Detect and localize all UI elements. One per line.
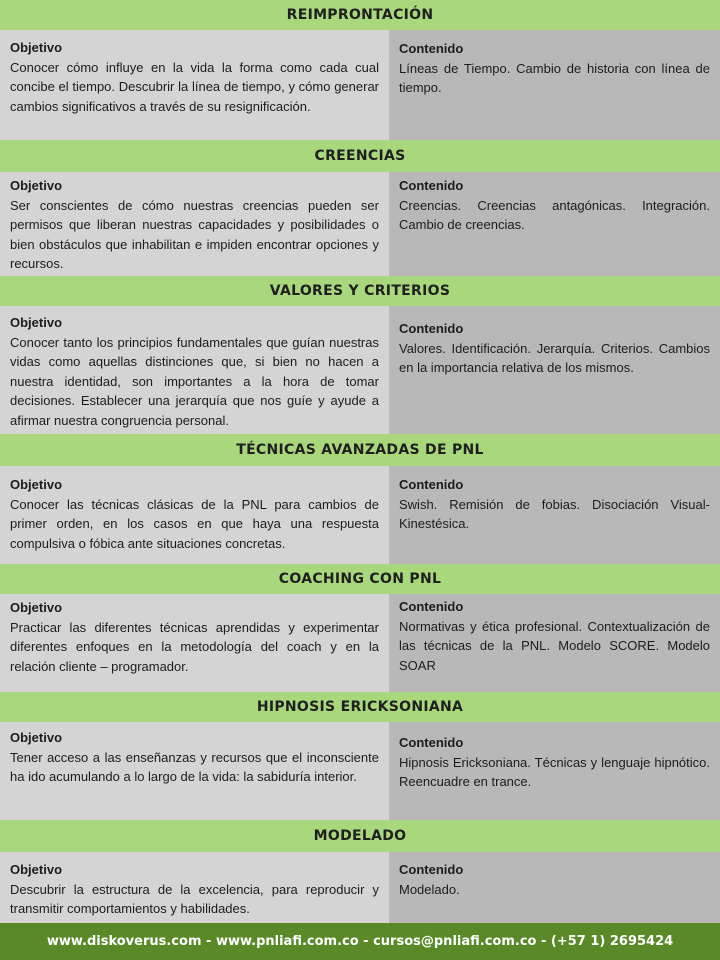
contenido-label: Contenido <box>399 862 464 877</box>
objetivo-label: Objetivo <box>10 40 63 55</box>
objetivo-cell <box>0 30 389 140</box>
contenido-label: Contenido <box>399 178 464 193</box>
contenido-text: Modelado. <box>399 881 460 897</box>
contenido-label: Contenido <box>399 477 464 492</box>
objetivo-label: Objetivo <box>10 315 63 330</box>
section-body <box>0 722 720 820</box>
contenido-text: Hipnosis Ericksoniana. Técnicas y lenguaje hipnótico. Reencuadre en trance. <box>399 754 710 789</box>
contenido-text: Líneas de Tiempo. Cambio de historia con línea de tiempo. <box>399 60 710 95</box>
objetivo-cell <box>0 466 389 564</box>
section-title-reimprontacion: REIMPRONTACIÓN <box>0 0 720 30</box>
section-body <box>0 466 720 564</box>
section-title-tecnicas: TÉCNICAS AVANZADAS DE PNL <box>0 434 720 466</box>
contenido-text: Swish. Remisión de fobias. Disociación Visual-Kinestésica. <box>399 496 710 531</box>
objetivo-text: Conocer cómo influye en la vida la forma como cada cual concibe el tiempo. Descubrir la línea de tiempo, y cómo generar cambios significativos a través de su resignificación. <box>10 59 379 114</box>
objetivo-text: Conocer tanto los principios fundamentales que guían nuestras vidas como aquellas distinciones que, si bien no hacen a nuestra identidad, son importantes a la hora de tomar decisiones. Establecer una jerarquía que nos guíe y ayude a afirmar nuestra congruencia personal. <box>10 334 379 428</box>
section-body <box>0 852 720 923</box>
contenido-text: Normativas y ética profesional. Contextualización de las técnicas de la PNL. Modelo SCORE. Modelo SOAR <box>399 618 710 673</box>
contenido-label: Contenido <box>399 735 464 750</box>
contenido-text: Creencias. Creencias antagónicas. Integración. Cambio de creencias. <box>399 197 710 232</box>
section-title-valores: VALORES Y CRITERIOS <box>0 276 720 306</box>
objetivo-cell <box>0 722 389 820</box>
section-body <box>0 172 720 276</box>
objetivo-label: Objetivo <box>10 730 63 745</box>
footer-contact: www.diskoverus.com - www.pnliafi.com.co - cursos@pnliafi.com.co - (+57 1) 2695424 <box>0 923 720 960</box>
objetivo-text: Ser conscientes de cómo nuestras creencias pueden ser permisos que liberan nuestras capacidades y posibilidades o bien obstáculos que inhabilitan e impiden encontrar opciones y recursos. <box>10 197 379 271</box>
section-body <box>0 594 720 692</box>
contenido-label: Contenido <box>399 321 464 336</box>
contenido-cell <box>389 594 720 692</box>
objetivo-text: Practicar las diferentes técnicas aprendidas y experimentar diferentes enfoques en la metodología del coach y en la relación cliente – programador. <box>10 619 379 674</box>
contenido-cell <box>389 30 720 140</box>
objetivo-label: Objetivo <box>10 178 63 193</box>
objetivo-cell <box>0 306 389 434</box>
section-title-coaching: COACHING CON PNL <box>0 564 720 594</box>
section-body <box>0 30 720 140</box>
contenido-cell <box>389 852 720 923</box>
section-title-modelado: MODELADO <box>0 820 720 852</box>
section-title-creencias: CREENCIAS <box>0 140 720 172</box>
objetivo-text: Conocer las técnicas clásicas de la PNL para cambios de primer orden, en los casos en que haya una respuesta compulsiva o fóbica ante situaciones concretas. <box>10 496 379 551</box>
objetivo-text: Tener acceso a las enseñanzas y recursos que el inconsciente ha ido acumulando a lo largo de la vida: la sabiduría interior. <box>10 749 379 784</box>
contenido-label: Contenido <box>399 41 464 56</box>
section-title-hipnosis: HIPNOSIS ERICKSONIANA <box>0 692 720 722</box>
objetivo-cell <box>0 594 389 692</box>
contenido-label: Contenido <box>399 599 464 614</box>
objetivo-label: Objetivo <box>10 862 63 877</box>
contenido-cell <box>389 306 720 434</box>
contenido-cell <box>389 466 720 564</box>
contenido-cell <box>389 172 720 276</box>
objetivo-cell <box>0 852 389 923</box>
section-body <box>0 306 720 434</box>
objetivo-cell <box>0 172 389 276</box>
objetivo-label: Objetivo <box>10 477 63 492</box>
contenido-text: Valores. Identificación. Jerarquía. Criterios. Cambios en la importancia relativa de los mismos. <box>399 340 710 375</box>
contenido-cell <box>389 722 720 820</box>
objetivo-label: Objetivo <box>10 600 63 615</box>
objetivo-text: Descubrir la estructura de la excelencia, para reproducir y transmitir comportamientos y habilidades. <box>10 881 379 916</box>
